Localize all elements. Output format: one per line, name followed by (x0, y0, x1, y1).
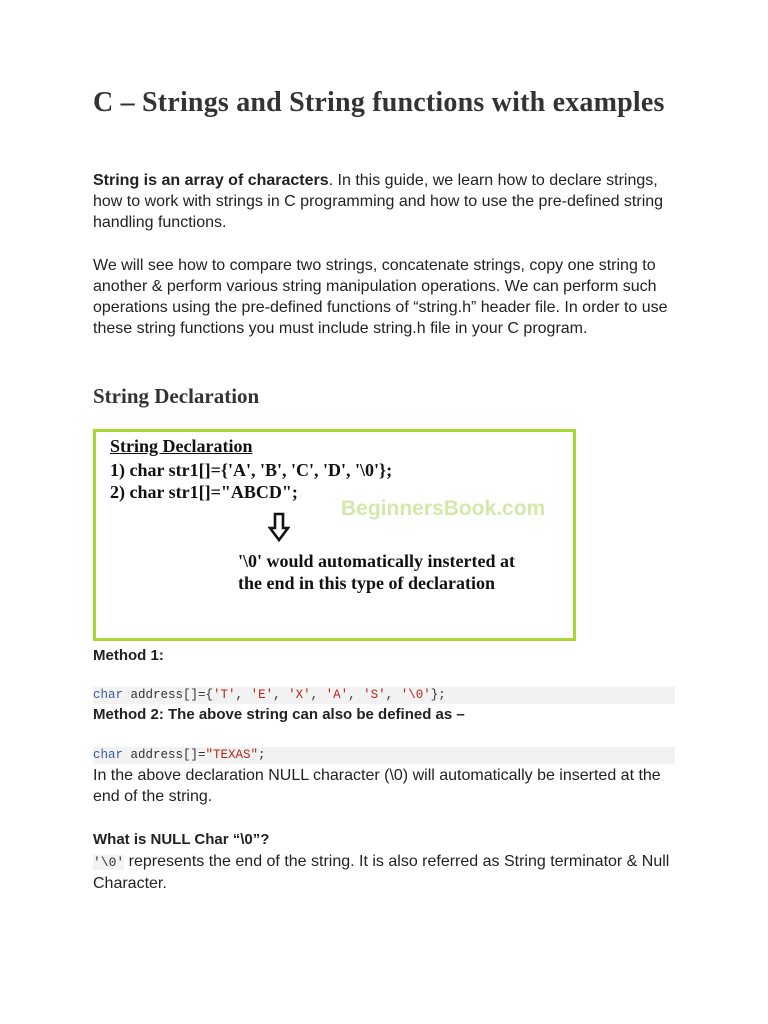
method-2-code (93, 747, 675, 764)
method-1-code: char address[]={'T', 'E', 'X', 'A', 'S', '\0'}; (93, 687, 675, 704)
method-2-label: Method 2: The above string can also be defined as – (93, 706, 465, 723)
code-char: '\0' (400, 688, 431, 702)
figure-title: String Declaration (110, 436, 253, 456)
intro-paragraph (93, 170, 673, 233)
paragraph-operations: We will see how to compare two strings, concatenate strings, copy one string to another & perform various string manipulation operations. We can perform such operations using the pre-defined functions of “string.h” header file. In order to use these string functions you must include string.h file in your C program. (93, 257, 668, 337)
paragraph-null-insert: In the above declaration NULL character (\0) will automatically be inserted at the end of the string. (93, 767, 661, 805)
code-end: ; (258, 748, 266, 762)
code-string: "TEXAS" (205, 748, 259, 762)
code-keyword: char (93, 688, 124, 702)
figure-note: '\0' would automatically insterted at the end in this type of declaration (238, 551, 515, 593)
null-question: What is NULL Char “\0”? (93, 831, 270, 848)
null-answer (93, 851, 678, 894)
code-end: }; (430, 688, 446, 702)
method-1-label: Method 1: (93, 647, 164, 664)
code-plain: address[]= (123, 748, 206, 762)
inline-code-null: '\0' (93, 855, 125, 870)
code-char: 'E' (250, 688, 274, 702)
section-heading: String Declaration (93, 384, 260, 408)
code-char: 'A' (325, 688, 349, 702)
code-char: 'S' (363, 688, 386, 702)
intro-bold: String is an array of characters (93, 172, 329, 189)
watermark: BeginnersBook.com (341, 497, 546, 520)
code-keyword: char (93, 748, 124, 762)
figure-line-2: 2) char str1[]="ABCD"; (110, 482, 298, 502)
string-declaration-figure (93, 429, 576, 641)
page-title: C – Strings and String functions with examples (93, 87, 665, 118)
code-char: 'T' (213, 688, 236, 702)
intro-rest: . In this guide, we learn how to declare strings, how to work with strings in C programming and how to use the pre-defined string handling functions. (93, 172, 664, 231)
down-arrow-icon (268, 512, 290, 542)
figure-line-1: 1) char str1[]={'A', 'B', 'C', 'D', '\0'}; (110, 460, 393, 480)
null-answer-text: represents the end of the string. It is also referred as String terminator & Null Character. (93, 853, 670, 892)
code-plain: address[]={ (123, 688, 214, 702)
code-char: 'X' (288, 688, 311, 702)
